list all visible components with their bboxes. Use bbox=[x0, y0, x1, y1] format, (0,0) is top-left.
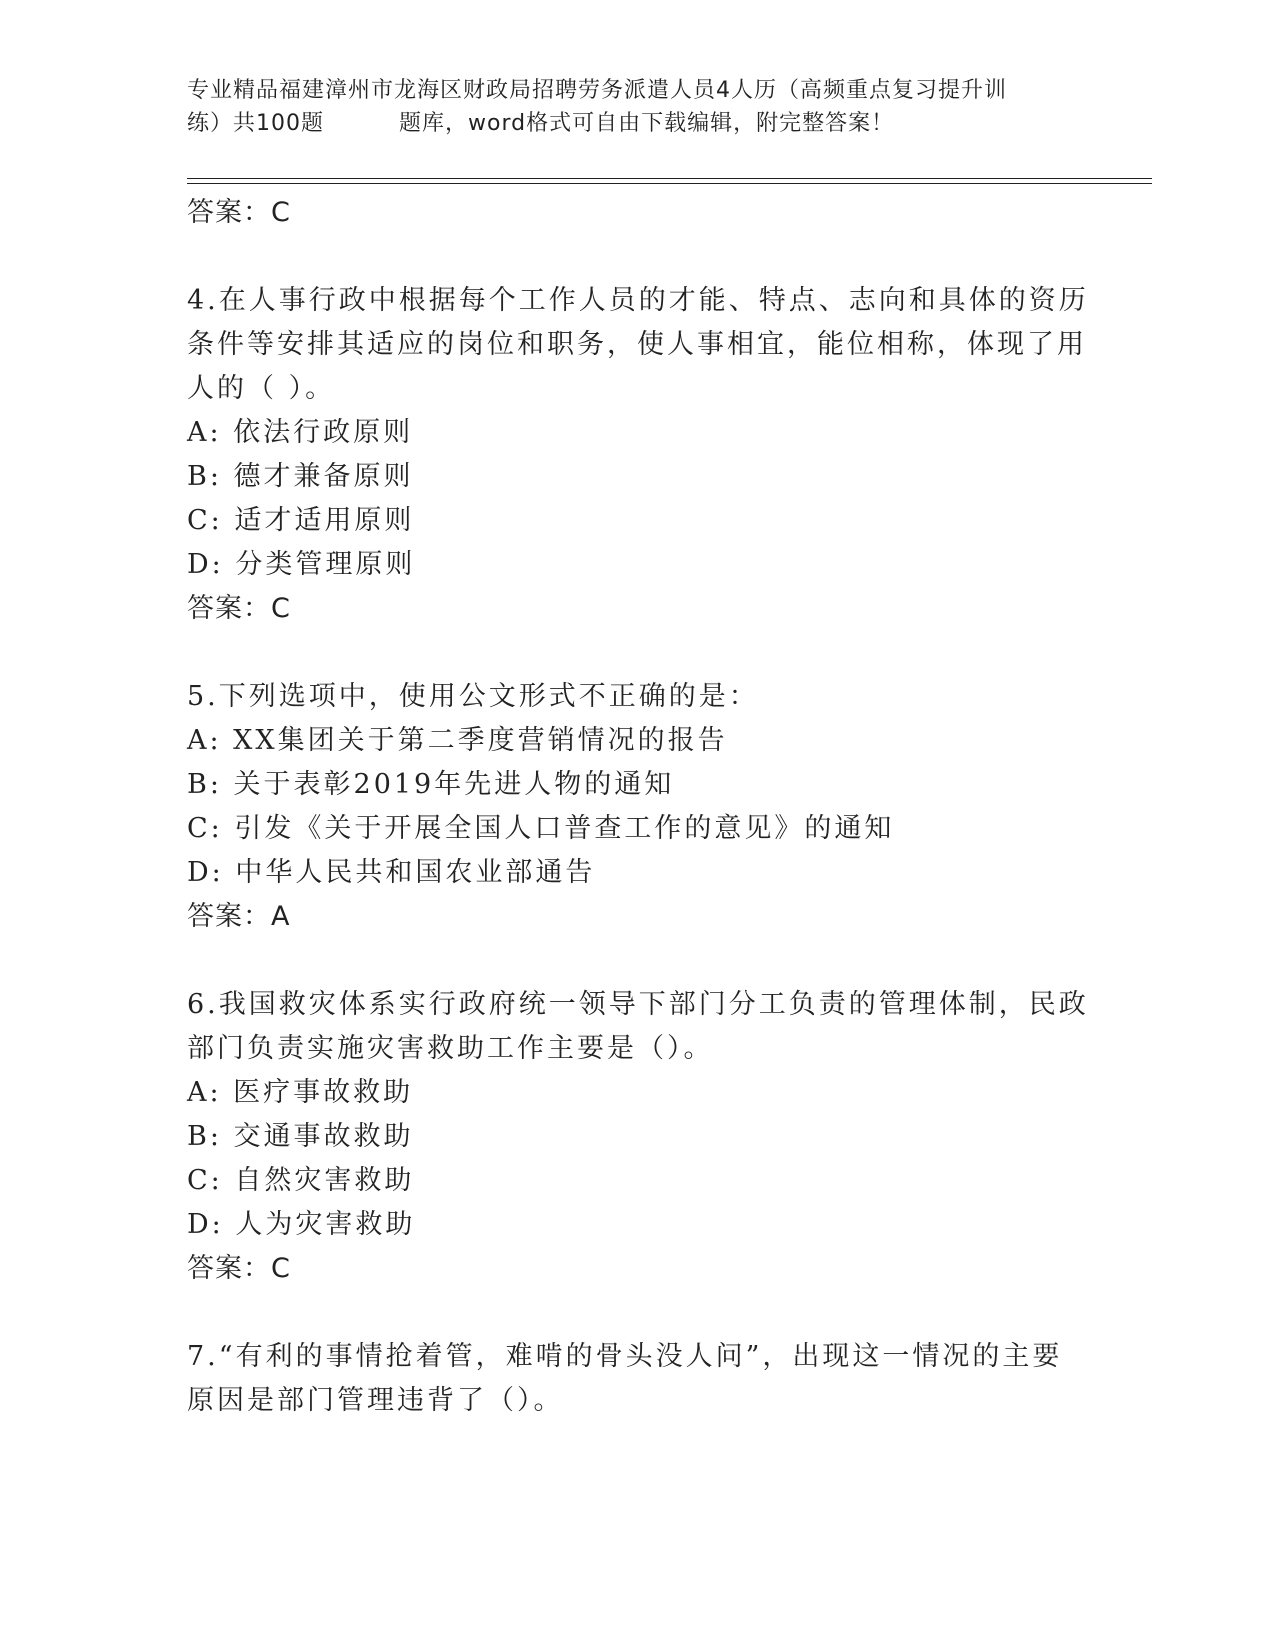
q7-stem-line-1: 7.“有利的事情抢着管，难啃的骨头没人问”，出现这一情况的主要 bbox=[187, 1341, 1063, 1372]
q3-answer: 答案：C bbox=[187, 197, 291, 228]
q5-stem-line-1: 5.下列选项中，使用公文形式不正确的是： bbox=[187, 681, 759, 712]
q4-answer: 答案：C bbox=[187, 593, 291, 624]
q5-option-a: A: XX集团关于第二季度营销情况的报告 bbox=[187, 725, 728, 756]
q5-option-b: B: 关于表彰2019年先进人物的通知 bbox=[187, 769, 675, 800]
q4-stem-line-2: 条件等安排其适应的岗位和职务，使人事相宜，能位相称，体现了用 bbox=[187, 329, 1087, 360]
q7-stem-line-2: 原因是部门管理违背了（）。 bbox=[187, 1385, 564, 1416]
q4-option-b: B: 德才兼备原则 bbox=[187, 461, 414, 492]
header-line-1: 专业精品福建漳州市龙海区财政局招聘劳务派遣人员4人历（高频重点复习提升训 bbox=[187, 78, 1007, 103]
q6-option-b: B: 交通事故救助 bbox=[187, 1121, 414, 1152]
q6-option-d: D: 人为灾害救助 bbox=[187, 1209, 416, 1240]
header-line-2b: 题库，word格式可自由下载编辑，附完整答案！ bbox=[399, 111, 895, 136]
q5-option-c: C: 引发《关于开展全国人口普查工作的意见》的通知 bbox=[187, 813, 895, 844]
q6-option-a: A: 医疗事故救助 bbox=[187, 1077, 414, 1108]
header-rule-top bbox=[187, 178, 1152, 179]
q4-option-d: D: 分类管理原则 bbox=[187, 549, 416, 580]
document-header bbox=[187, 74, 1097, 140]
header-line-2a: 练）共100题 bbox=[187, 111, 324, 136]
q6-option-c: C: 自然灾害救助 bbox=[187, 1165, 415, 1196]
q4-option-a: A: 依法行政原则 bbox=[187, 417, 414, 448]
q5-answer: 答案：A bbox=[187, 901, 291, 932]
header-rule-bottom bbox=[187, 183, 1152, 184]
q6-stem-line-2: 部门负责实施灾害救助工作主要是（）。 bbox=[187, 1033, 714, 1064]
q4-option-c: C: 适才适用原则 bbox=[187, 505, 415, 536]
q5-option-d: D: 中华人民共和国农业部通告 bbox=[187, 857, 596, 888]
header-line-2 bbox=[187, 107, 1097, 140]
q4-stem-line-3: 人的（ ）。 bbox=[187, 373, 336, 404]
q4-stem-line-1: 4.在人事行政中根据每个工作人员的才能、特点、志向和具体的资历 bbox=[187, 285, 1089, 316]
q6-answer: 答案：C bbox=[187, 1253, 291, 1284]
q6-stem-line-1: 6.我国救灾体系实行政府统一领导下部门分工负责的管理体制，民政 bbox=[187, 989, 1089, 1020]
